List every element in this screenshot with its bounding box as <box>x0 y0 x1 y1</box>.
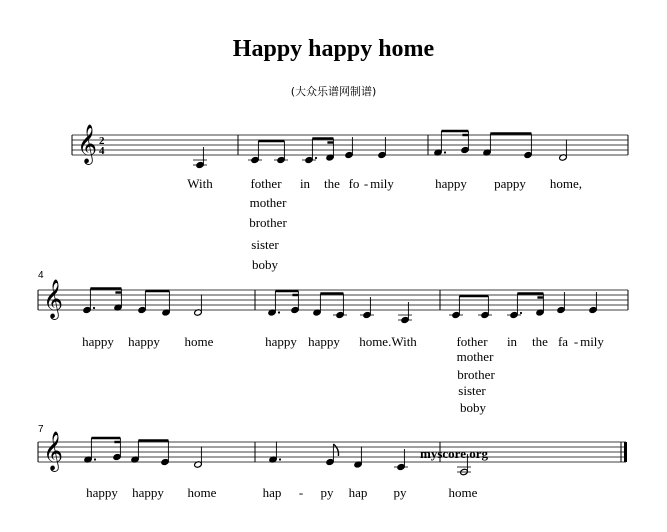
lyric: happy <box>86 485 118 500</box>
lyric: the <box>532 334 548 349</box>
lyric: home.With <box>359 334 417 349</box>
lyric-alt: brother <box>457 367 495 382</box>
lyric: fa <box>557 334 569 349</box>
augmentation-dot <box>520 312 522 314</box>
lyric-alt: brother <box>249 215 287 230</box>
augmentation-dot <box>278 311 280 313</box>
watermark-text: myscore.org <box>420 446 488 461</box>
lyric-alt: sister <box>458 383 486 398</box>
lyric: fo <box>348 176 360 191</box>
augmentation-dot <box>444 151 446 153</box>
lyric-alt: sister <box>251 237 279 252</box>
measure-number-7: 7 <box>38 424 44 435</box>
lyric: py <box>320 485 334 500</box>
time-signature-bottom: 4 <box>99 145 105 157</box>
lyric: in <box>506 334 518 349</box>
lyric: fother <box>456 334 488 349</box>
page-subtitle: (大众乐谱网制谱) <box>290 85 377 98</box>
treble-clef-icon: 𝄞 <box>43 431 64 471</box>
lyric: home, <box>549 176 583 191</box>
lyric-alt: mother <box>249 195 287 210</box>
lyric: happy <box>308 334 340 349</box>
lyric: home <box>184 334 214 349</box>
lyric: happy <box>435 176 467 191</box>
treble-clef-icon: 𝄞 <box>77 124 98 164</box>
lyric: - <box>363 176 369 191</box>
lyric: - <box>573 334 579 349</box>
lyric: py <box>393 485 407 500</box>
augmentation-dot <box>279 458 281 460</box>
lyric: pappy <box>494 176 526 191</box>
measure-number-4: 4 <box>38 270 44 281</box>
lyric: happy <box>82 334 114 349</box>
page-title: Happy happy home <box>232 36 435 62</box>
augmentation-dot <box>315 157 317 159</box>
lyric: happy <box>265 334 297 349</box>
lyric: happy <box>132 485 164 500</box>
lyric: home <box>448 485 478 500</box>
eighth-flag <box>333 444 338 456</box>
lyric: hap <box>348 485 368 500</box>
lyric: the <box>324 176 340 191</box>
lyric: mily <box>580 334 604 349</box>
lyric: hap <box>262 485 282 500</box>
lyric: mily <box>370 176 394 191</box>
lyric-alt: boby <box>252 257 278 272</box>
lyric: happy <box>128 334 160 349</box>
lyric: With <box>187 176 213 191</box>
final-barline-thick <box>624 442 627 462</box>
treble-clef-icon: 𝄞 <box>43 279 64 319</box>
augmentation-dot <box>93 307 95 309</box>
lyric: home <box>187 485 217 500</box>
lyric-alt: boby <box>460 400 486 415</box>
time-signature-top: 2 <box>99 135 105 147</box>
lyric: - <box>298 485 304 500</box>
lyric: in <box>299 176 311 191</box>
lyric-alt: mother <box>456 349 494 364</box>
lyric: fother <box>250 176 282 191</box>
augmentation-dot <box>94 458 96 460</box>
